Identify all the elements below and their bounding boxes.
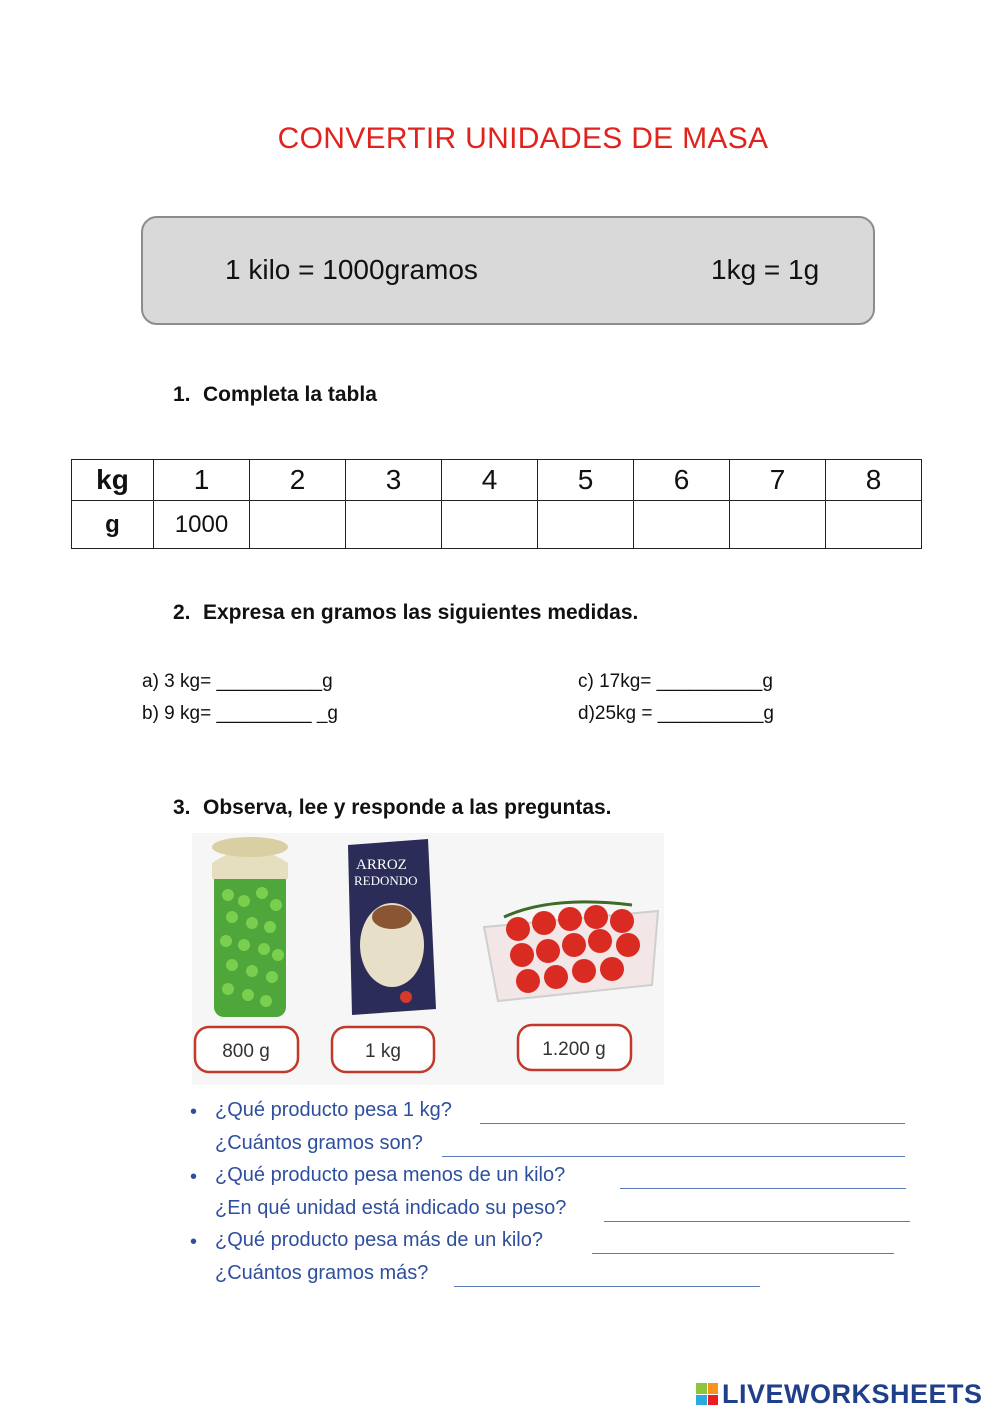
table-input-g[interactable] [442,501,538,549]
answer-line[interactable] [454,1286,760,1287]
logo-square [708,1383,719,1394]
section-1-title: Completa la tabla [203,383,377,406]
peas-jar [212,837,288,1017]
question-row [190,1260,920,1293]
rice-pack-text-2: REDONDO [354,873,418,888]
conversion-box [141,216,875,325]
conversion-kilo-grams: 1 kilo = 1000gramos [225,254,478,285]
table-row-g [72,501,922,549]
question-text: ¿Qué producto pesa 1 kg? [215,1099,452,1121]
table-cell-kg: 6 [634,460,730,501]
exercise-b[interactable]: b) 9 kg= _________ _g [142,703,338,724]
logo-square [696,1395,707,1406]
exercise-a[interactable]: a) 3 kg= __________g [142,671,333,692]
table-input-g[interactable] [826,501,922,549]
questions-list [190,1097,920,1292]
question-row [190,1227,920,1260]
table-header-kg: kg [72,460,154,501]
table-input-g[interactable] [538,501,634,549]
question-text: ¿Cuántos gramos más? [215,1261,429,1284]
logo-square [708,1395,719,1406]
table-cell-kg: 1 [154,460,250,501]
answer-line[interactable] [620,1188,906,1189]
table-cell-kg: 8 [826,460,922,501]
conversion-table [71,459,922,549]
table-input-g[interactable] [634,501,730,549]
rice-weight-label: 1 kg [365,1041,401,1062]
table-input-g[interactable] [730,501,826,549]
tomatoes-weight-label: 1.200 g [542,1039,606,1060]
section-1-number: 1. [173,383,191,406]
table-cell-kg: 7 [730,460,826,501]
question-row [190,1130,920,1163]
section-2-heading [173,601,638,625]
rice-pack [348,839,436,1015]
logo-square [696,1383,707,1394]
rice-pack-text-1: ARROZ [356,857,407,873]
table-input-g[interactable] [250,501,346,549]
answer-line[interactable] [604,1221,910,1222]
section-1-heading [173,383,377,407]
question-text: ¿En qué unidad está indicado su peso? [215,1196,567,1219]
question-bullet: • [190,1101,198,1123]
section-3-number: 3. [173,796,191,819]
liveworksheets-logo [696,1377,983,1411]
peas-weight-label: 800 g [222,1041,270,1062]
answer-line[interactable] [442,1156,905,1157]
answer-line[interactable] [592,1253,894,1254]
table-header-g: g [72,501,154,549]
question-text: ¿Qué producto pesa más de un kilo? [215,1229,543,1251]
question-row [190,1195,920,1228]
table-row-kg [72,460,922,501]
table-input-g[interactable] [346,501,442,549]
page-title: CONVERTIR UNIDADES DE MASA [277,122,769,155]
table-cell-kg: 4 [442,460,538,501]
table-cell-kg: 2 [250,460,346,501]
question-bullet: • [190,1166,198,1188]
logo-mark-icon [696,1383,718,1405]
table-cell-g: 1000 [154,501,250,549]
question-text: ¿Qué producto pesa menos de un kilo? [215,1164,566,1186]
exercise-c[interactable]: c) 17kg= __________g [578,671,773,692]
section-2-title: Expresa en gramos las siguientes medidas. [203,601,639,624]
table-cell-kg: 5 [538,460,634,501]
products-illustration [192,833,664,1085]
exercise-d[interactable]: d)25kg = __________g [578,703,774,724]
question-bullet: • [190,1231,198,1253]
table-cell-kg: 3 [346,460,442,501]
question-row [190,1097,920,1130]
question-text: ¿Cuántos gramos son? [215,1131,423,1154]
answer-line[interactable] [480,1123,905,1124]
conversion-kg-g: 1kg = 1g [711,254,820,285]
logo-text: LIVEWORKSHEETS [722,1378,983,1409]
question-row [190,1162,920,1195]
section-2-number: 2. [173,601,191,624]
section-3-heading [173,796,612,820]
section-3-title: Observa, lee y responde a las preguntas. [203,796,612,819]
